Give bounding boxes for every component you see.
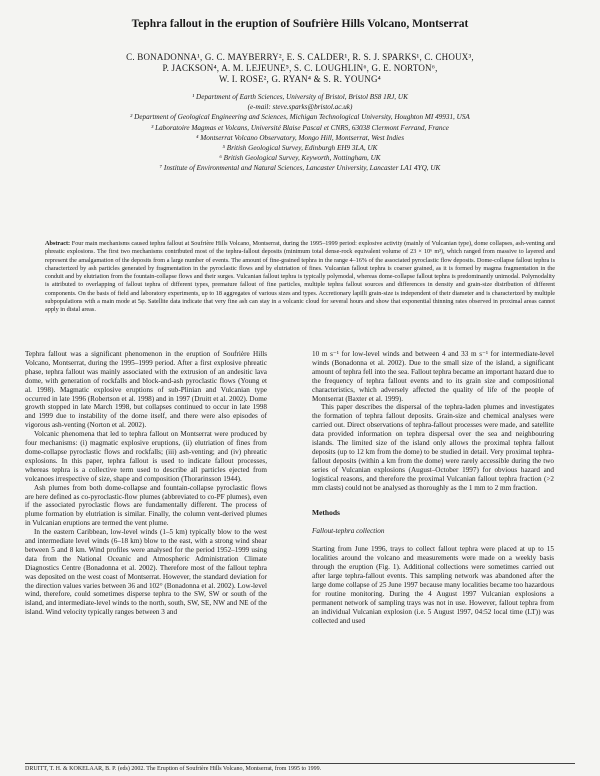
section-heading: Methods: [312, 507, 340, 517]
abstract: [45, 240, 555, 315]
abstract-label: Abstract:: [45, 240, 71, 247]
paper-title: Tephra fallout in the eruption of Soufrière Hills Volcano, Montserrat: [131, 18, 469, 30]
affiliation-line: ³ Laboratoire Magmas et Volcans, Université Blaise Pascal et CNRS, 63038 Clermont Ferrand, France: [151, 123, 449, 132]
affiliation-line: ⁶ British Geological Survey, Keyworth, Nottingham, UK: [219, 154, 381, 163]
body-paragraph: This paper describes the dispersal of the tephra-laden plumes and investigates the formation of tephra fallout deposits. Grain-size and chemical analyses were carried out. Direct observations of tephra-fallout processes were made, and satellite data provided information on tephra dispersal over the sea and neighbouring islands. The limited size of the island only allows the proximal tephra fallout deposits (up to 12 km from the dome) to be studied in detail. Very proximal tephra-fallout deposits (within a km from the dome) were rarely accessible during the two series of Vulcanian explosions (August–October 1997) for obvious hazard and logistical reasons, and therefore the proximal Vulcanian fallout tephra fraction (>2 mm clasts) could not be analysed as thoroughly as the 1 mm to 2 mm fraction.: [312, 403, 554, 492]
author-line: C. BONADONNA¹, G. C. MAYBERRY², E. S. CALDER¹, R. S. J. SPARKS¹, C. CHOUX³,: [126, 52, 474, 62]
affiliation-line: ⁵ British Geological Survey, Edinburgh EH9 3LA, UK: [222, 144, 378, 153]
author-line: W. I. ROSE², G. RYAN⁴ & S. R. YOUNG⁴: [218, 74, 382, 84]
body-paragraph: 10 m s⁻¹ for low-level winds and between 4 and 33 m s⁻¹ for intermediate-level winds (Bonadonna et al. 2002). Due to the small size of the island, a significant amount of tephra fell into the sea. Fallout tephra became an important hazard due to the frequency of tephra fallout events and to its grain size and compositional characteristics, which adversely affected the quality of life of the people of Montserrat (Baxter et al. 1999).: [312, 350, 554, 403]
body-paragraph: Ash plumes from both dome-collapse and fountain-collapse pyroclastic flows are here defined as co-pyroclastic-flow plumes (abbreviated to co-PF plumes), even if the associated pyroclastic flows are fundamentally different. The process of plume formation by elutriation is similar. Finally, the column vent-derived plumes in Vulcanian eruptions are termed the vent plume.: [25, 483, 267, 528]
body-paragraph: In the eastern Caribbean, low-level winds (1–5 km) typically blow to the west and intermediate level winds (6–18 km) blow to the east, with a strong wind shear between 5 and 8 km. Wind profiles were analysed for the period 1952–1999 using data from the National Oceanic and Atmospheric Administration Climate Diagnostics Centre (Bonadonna et al. 2002). Therefore most of the fallout tephra was deposited on the west coast of Montserrat. However, the standard deviation for the direction values varies between 36 and 102° (Bonadonna et al. 2002). Low-level wind, therefore, could sometimes disperse tephra to the SW, SW or south of the island, and intermediate-level winds to the north, south, SW, SE, NW and NE of the island. Wind velocity typically ranges between 3 and: [25, 528, 267, 617]
affiliation-list: [30, 92, 570, 174]
body-paragraph: Volcanic phenomena that led to tephra fallout on Montserrat were produced by four mechanisms: (i) magmatic explosive eruptions, (ii) elutriation of fines from dome-collapse pyroclastic flows and rockfalls; (iii) ash-venting; and (iv) phreatic explosions. In this paper, tephra fallout is used to indicate fallout processes, whereas tephra is a collective term used to describe all particles ejected from volcanoes irrespective of size, shape and composition (Thorarinsson 1944).: [25, 430, 267, 483]
abstract-text: Four main mechanisms caused tephra fallout at Soufrière Hills Volcano, Montserrat, during the 1995–1999 period: explosive activity (mainly of Vulcanian type), dome collapses, ash-venting and phreatic explosions. The first two mechanisms contributed most of the tephra-fallout deposits (minimum total dense-rock equivalent volume of 23 × 10⁶ m³), which ranged from massive to layered and represent the amalgamation of the deposits from a large number of events. The amount of fine-grained tephra in the range 4–16% of the associated pyroclastic flow deposits. Dome-collapse fallout tephra is characterized by ash particles generated by fragmentation in the pyroclastic flows and by elutriation of fines. Vulcanian fallout tephra is coarser grained, as it is formed by magma fragmentation in the conduit and by elutriation from the fountain-collapse flows and their surges. Vulcanian fallout tephra is typically polymodal, whereas dome-collapse fallout tephra is predominantly unimodal. Polymodality is attributed to overlapping of fallout tephra of different types, premature fallout of fine particles, multiple tephra fallout sources and differences in density and grain-size distribution of different components. On the basis of field and laboratory experiments, up to 18 aggregates of various sizes and types. Accretionary lapilli grain-size is independent of their diameter and is characterized by multiple subpopulations with a main mode at 5φ. Satellite data indicate that very fine ash can stay in a volcanic cloud for several hours and show that exponential thinning rates observed in proximal areas cannot apply in distal areas.: [45, 240, 556, 314]
citation-footer: DRUITT, T. H. & KOKELAAR, B. P. (eds) 2002. The Eruption of Soufrière Hills Volcano, Montserrat, from 1995 to 1999.: [25, 763, 575, 773]
author-list: [40, 52, 560, 85]
body-paragraph: Tephra fallout was a significant phenomenon in the eruption of Soufrière Hills Volcano, Montserrat, during the 1995–1999 period. After a first explosive phreatic phase, tephra fallout was mainly associated with the extrusion of an andesitic lava dome, with generation of rockfalls and block-and-ash pyroclastic flows (Young et al. 1998). Magmatic explosive eruptions of sub-Plinian and Vulcanian type occurred in late 1996 (Robertson et al. 1998) and in 1997 (Druitt et al. 2002). Dome growth stopped in late March 1998, but collapses continued to occur in late 1998 and 1999 due to instability of the dome itself, and there were also episodes of vigorous ash-venting (Norton et al. 2002).: [25, 350, 267, 430]
right-column: [312, 350, 554, 625]
affiliation-line: ² Department of Geological Engineering and Sciences, Michigan Technological University, Houghton MI 49931, USA: [130, 113, 470, 122]
body-paragraph: Starting from June 1996, trays to collect fallout tephra were placed at up to 15 localities around the volcano and measurements were made on a weekly basis through the eruption (Fig. 1). Additional collections were sometimes carried out after large tephra-fallout events. This sampling network was abandoned after the large dome collapse of 25 June 1997 because many localities became too hazardous for routine monitoring. During the 4 August 1997 Vulcanian explosions a permanent network of sampling trays was not in use. However, fallout tephra from an individual Vulcanian explosion (i.e. 5 August 1997, 04:52 local time (LT)) was collected and used: [312, 545, 554, 625]
left-column: [25, 350, 267, 617]
affiliation-line: ¹ Department of Earth Sciences, University of Bristol, Bristol BS8 1RJ, UK: [192, 93, 408, 101]
affiliation-line: ⁷ Institute of Environmental and Natural Sciences, Lancaster University, Lancaster LA1 4YQ, UK: [159, 164, 441, 173]
affiliation-email: (e-mail: steve.sparks@bristol.ac.uk): [247, 103, 353, 112]
affiliation-line: ⁴ Montserrat Volcano Observatory, Mongo Hill, Montserrat, West Indies: [195, 133, 405, 142]
subsection-heading: Fallout-tephra collection: [312, 527, 385, 536]
author-line: P. JACKSON⁴, A. M. LEJEUNE⁵, S. C. LOUGHLIN⁶, G. E. NORTON⁶,: [162, 63, 438, 73]
